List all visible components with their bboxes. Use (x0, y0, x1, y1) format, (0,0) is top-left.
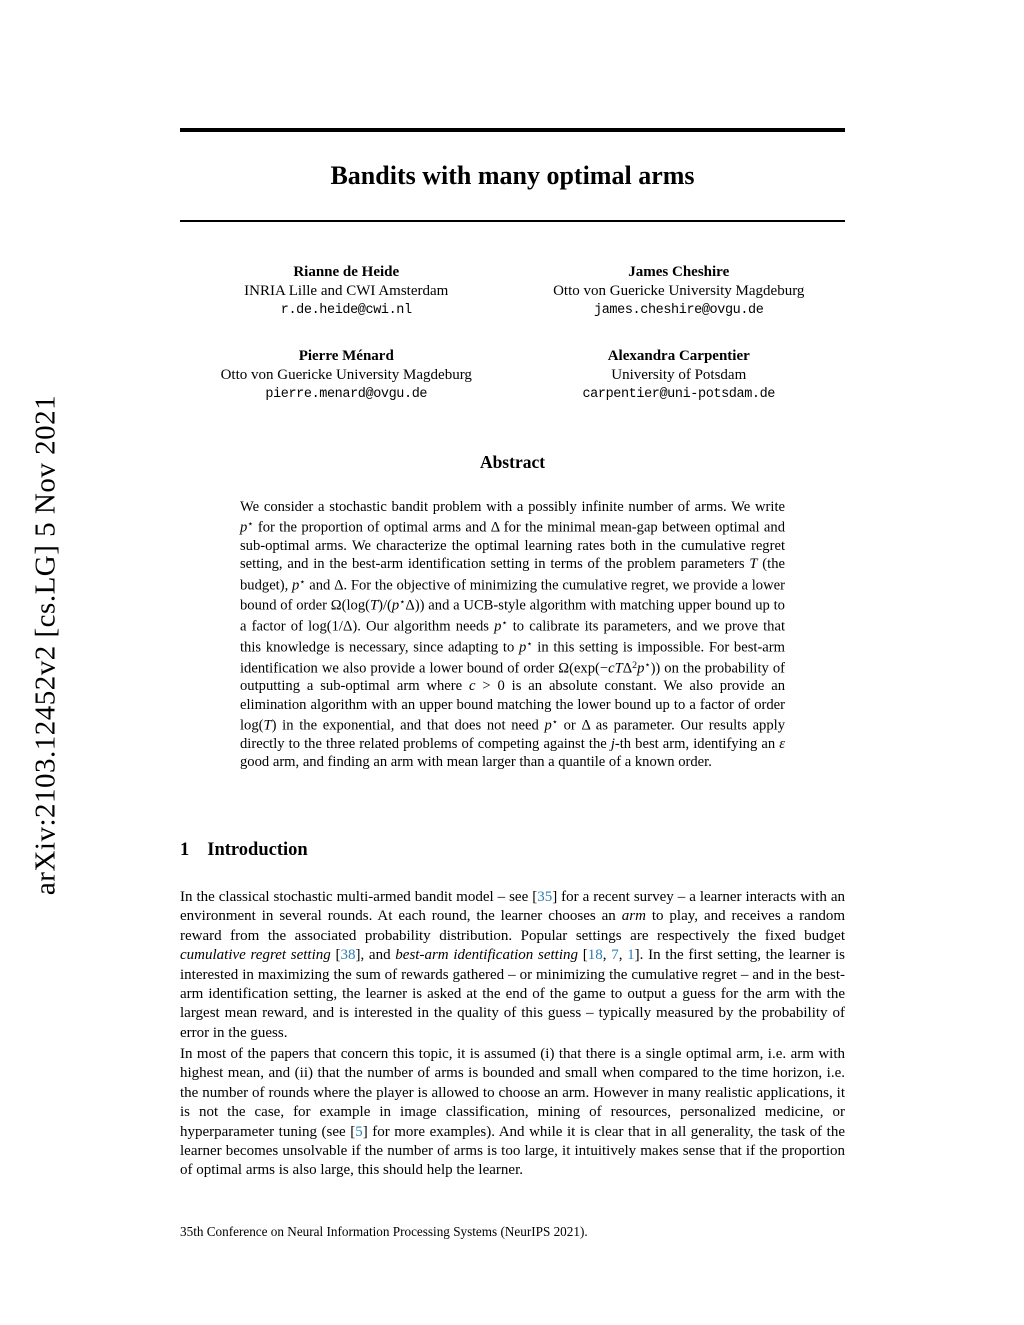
author-email: pierre.menard@ovgu.de (265, 387, 428, 402)
text-segment: ] for more examples). And while it is clear that in all generality, the task of the learner becomes unsolvable if the number of arms is too large, it intuitively makes sense that if the proportion of optimal arms is also large, this should help the learner. (180, 1123, 845, 1179)
citation-link[interactable]: 7 (611, 947, 619, 964)
text-segment: ⋆ (501, 618, 508, 630)
text-segment: ⋆ (247, 519, 254, 531)
text-segment: p (637, 660, 645, 677)
author-email: r.de.heide@cwi.nl (280, 303, 412, 318)
text-segment: ⋆ (551, 716, 558, 728)
author-name: Alexandra Carpentier (607, 348, 750, 364)
text-segment: and Δ. For the objective of minimizing the cumulative regret, we provide a lower bound of order Ω(log( (240, 577, 785, 614)
author-name: Pierre Ménard (298, 348, 394, 364)
paper-content (180, 0, 845, 1325)
citation-link[interactable]: 35 (537, 889, 553, 905)
text-segment: Δ)) and a UCB-style algorithm with matching upper bound up to a factor of log(1/Δ). Our algorithm needs (240, 597, 785, 635)
text-segment: ⋆ (399, 597, 406, 609)
text-segment: to play, and receives a random reward from the associated probability distribution. Popular settings are respectively the fixed budget (180, 908, 846, 944)
author-block (180, 263, 513, 320)
text-segment: , (618, 947, 628, 964)
citation-link[interactable]: 1 (627, 947, 635, 964)
text-segment: T (263, 717, 272, 734)
conference-footnote: 35th Conference on Neural Information Processing Systems (NeurIPS 2021). (180, 1224, 588, 1239)
text-segment: ] for a recent survey – a learner interacts with an environment in several rounds. At each round, the learner chooses an (180, 889, 845, 925)
text-segment: ⋆ (644, 659, 651, 671)
author-name: James Cheshire (628, 264, 730, 280)
text-segment: good arm, and finding an arm with mean larger than a quantile of a known order. (240, 754, 712, 771)
text-segment: best-arm identification setting (395, 947, 579, 964)
text-segment: p (391, 597, 400, 614)
arxiv-watermark: arXiv:2103.12452v2 [cs.LG] 5 Nov 2021 (29, 394, 62, 896)
text-segment: T (749, 556, 758, 573)
text-segment: We consider a stochastic bandit problem with a possibly infinite number of arms. We write (240, 499, 785, 515)
author-affiliation: INRIA Lille and CWI Amsterdam (244, 283, 449, 299)
abstract-text (240, 498, 785, 771)
section-heading-introduction (180, 840, 308, 861)
text-segment: p (240, 519, 248, 536)
text-segment: ]. In the first setting, the learner is interested in maximizing the sum of rewards gathered – or minimizing the cumulative regret – and in the best-arm identification setting, the learner is asked at the end of the game to output a guess for the arm with the largest mean reward, and is interested in the quality of this guess – typically measured by the probability of error in the guess. (180, 947, 846, 1041)
text-segment: (the budget), (240, 556, 785, 594)
text-segment: ) in the exponential, and that does not need (271, 717, 545, 734)
author-block (180, 347, 513, 404)
text-segment: p (544, 717, 552, 734)
text-segment: 2 (632, 659, 638, 671)
author-email: james.cheshire@ovgu.de (594, 303, 764, 318)
text-segment: )/( (378, 597, 392, 614)
author-name: Rianne de Heide (293, 264, 400, 280)
text-segment: ], and (355, 947, 396, 964)
text-segment: In the classical stochastic multi-armed bandit model – see [ (180, 889, 538, 905)
text-segment: cumulative regret setting (180, 947, 331, 964)
paper-title: Bandits with many optimal arms (330, 161, 695, 190)
text-segment: -th best arm, identifying an (614, 735, 780, 752)
author-email: carpentier@uni-potsdam.de (582, 387, 776, 402)
section-title: Introduction (207, 840, 308, 860)
text-segment: , (602, 947, 612, 964)
author-affiliation: University of Potsdam (611, 367, 747, 383)
text-segment: for the proportion of optimal arms and Δ for the minimal mean-gap between optimal and sub-optimal arms. We characterize the optimal learning rates both in the cumulative regret setting, and in the best-arm identification setting in terms of the problem parameters (240, 519, 785, 573)
text-segment: [ (330, 947, 341, 964)
text-segment: p (519, 639, 527, 656)
text-segment: ⋆ (526, 638, 533, 650)
text-segment: Δ (622, 660, 633, 677)
citation-link[interactable]: 5 (355, 1123, 363, 1140)
text-segment: In most of the papers that concern this topic, it is assumed (i) that there is a single optimal arm, i.e. arm with highest mean, and (ii) that the number of arms is bounded and small when compared to the time horizon, i.e. the number of rounds where the player is allowed to choose an arm. However in many realistic applications, it is not the case, for example in image classification, mining of resources, personalized medicine, or hyperparameter tuning (see [ (180, 1046, 845, 1140)
text-segment: [ (578, 947, 588, 964)
text-segment: cT (608, 660, 623, 677)
text-segment: j (610, 735, 615, 752)
citation-link[interactable]: 18 (587, 947, 603, 964)
text-segment: T (370, 597, 379, 614)
title-rule (180, 220, 845, 222)
top-rule (180, 128, 845, 132)
text-segment: to calibrate its parameters, and we prove that this knowledge is necessary, since adapting to (240, 618, 786, 656)
text-segment: ε (779, 735, 785, 752)
author-block (513, 347, 846, 404)
text-segment: c (468, 678, 476, 695)
author-affiliation: Otto von Guericke University Magdeburg (553, 283, 805, 299)
intro-paragraph-1 (180, 888, 845, 1043)
text-segment: )) on the probability of outputting a sub-optimal arm where (240, 660, 785, 695)
abstract-heading: Abstract (479, 452, 546, 472)
author-affiliation: Otto von Guericke University Magdeburg (220, 367, 472, 383)
text-segment: p (292, 577, 300, 594)
section-number: 1 (180, 840, 190, 860)
text-segment: in this setting is impossible. For best-arm identification we also provide a lower bound of order Ω(exp(− (240, 639, 785, 677)
text-segment: p (494, 618, 502, 635)
author-block (513, 263, 846, 320)
text-segment: ⋆ (299, 576, 306, 588)
text-segment: or Δ as parameter. Our results apply directly to the three related problems of competing against the (240, 717, 786, 752)
text-segment: > 0 is an absolute constant. We also provide an elimination algorithm with an upper bound matching the lower bound up to a factor of order log( (240, 678, 785, 734)
intro-paragraph-2 (180, 1045, 845, 1181)
text-segment: arm (621, 908, 646, 925)
authors-block (180, 263, 845, 404)
citation-link[interactable]: 38 (340, 947, 356, 964)
